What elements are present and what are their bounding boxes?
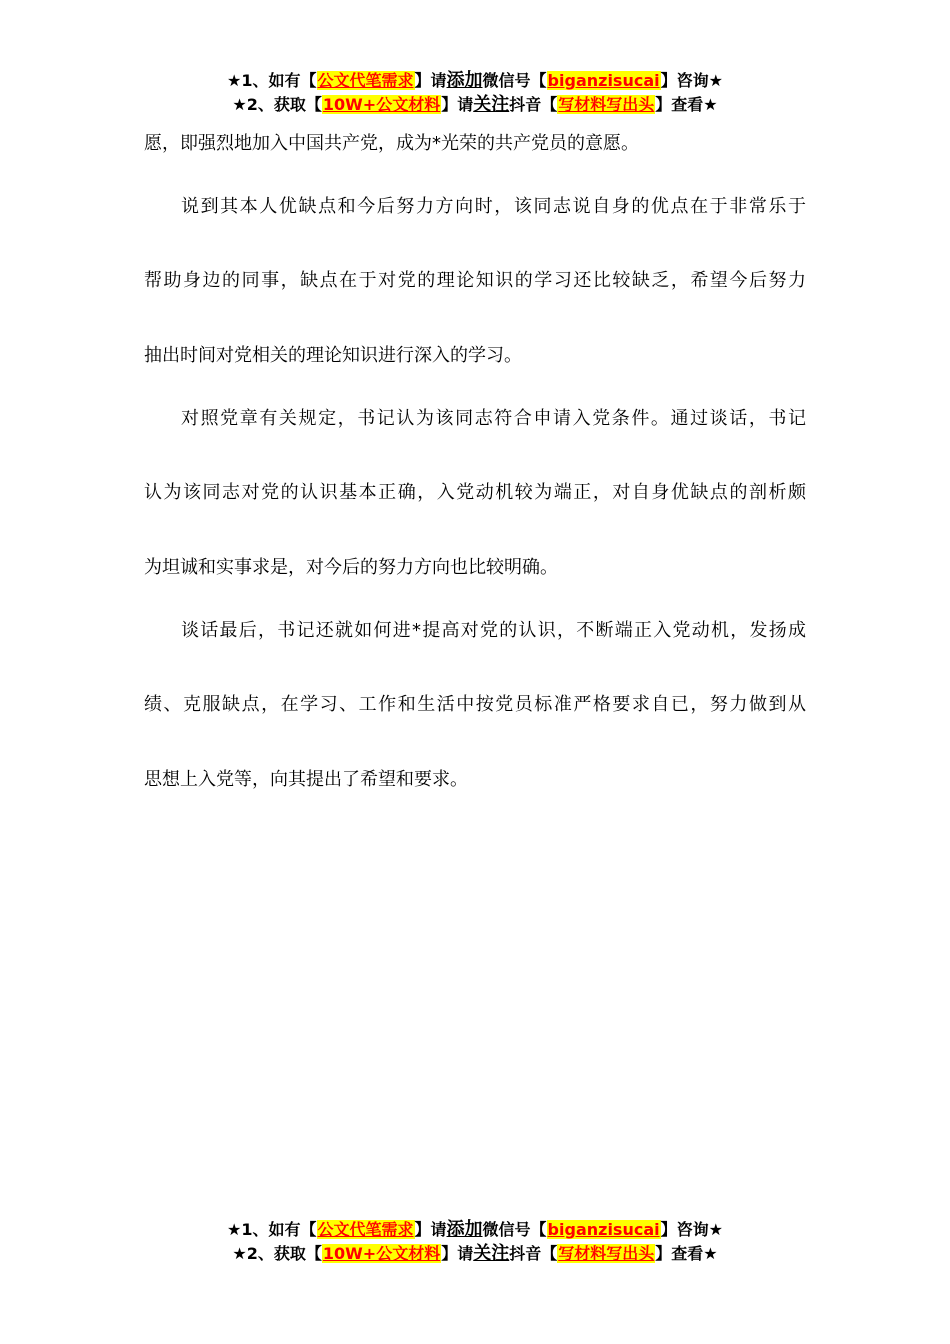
banner-text: ★2、获取【 xyxy=(232,95,322,114)
banner-text: 】咨询★ xyxy=(660,1220,723,1239)
paragraph-line: 说到其本人优缺点和今后努力方向时，该同志说自身的优点在于非常乐于 xyxy=(181,196,806,217)
emphasis-text: 关注 xyxy=(473,1243,510,1264)
paragraph-line: 为坦诚和实事求是，对今后的努力方向也比较明确。 xyxy=(144,557,558,578)
paragraph-line: 绩、克服缺点，在学习、工作和生活中按党员标准严格要求自已，努力做到从 xyxy=(144,694,806,715)
banner-line-1 xyxy=(0,69,950,93)
banner-text: ★2、获取【 xyxy=(232,1244,322,1263)
banner-line-2 xyxy=(0,1242,950,1266)
header-banner xyxy=(0,69,950,117)
banner-text: 】查看★ xyxy=(655,95,718,114)
highlight-wechat-id: biganzisucai xyxy=(547,71,660,90)
emphasis-text: 添加 xyxy=(446,70,483,91)
highlight-wechat-id: biganzisucai xyxy=(547,1220,660,1239)
paragraph-line: 思想上入党等，向其提出了希望和要求。 xyxy=(144,769,468,790)
paragraph-line: 认为该同志对党的认识基本正确，入党动机较为端正，对自身优缺点的剖析颇 xyxy=(144,482,806,503)
banner-text: 抖音【 xyxy=(509,1244,558,1263)
banner-text: 微信号【 xyxy=(482,1220,547,1239)
highlight-douyin-id: 写材料写出头 xyxy=(558,1244,655,1263)
paragraph-line: 谈话最后，书记还就如何进*提高对党的认识，不断端正入党动机，发扬成 xyxy=(181,620,806,641)
banner-line-2 xyxy=(0,93,950,117)
banner-text: 抖音【 xyxy=(509,95,558,114)
paragraph-line: 抽出时间对党相关的理论知识进行深入的学习。 xyxy=(144,345,522,366)
banner-text: 微信号【 xyxy=(482,71,547,90)
highlight-materials: 10W+公文材料 xyxy=(322,95,441,114)
highlight-service: 公文代笔需求 xyxy=(317,71,414,90)
highlight-materials: 10W+公文材料 xyxy=(322,1244,441,1263)
footer-banner xyxy=(0,1218,950,1266)
highlight-service: 公文代笔需求 xyxy=(317,1220,414,1239)
banner-text: 】咨询★ xyxy=(660,71,723,90)
banner-text: ★1、如有【 xyxy=(227,71,317,90)
banner-text: 】请 xyxy=(414,1220,447,1239)
highlight-douyin-id: 写材料写出头 xyxy=(558,95,655,114)
paragraph-line: 帮助身边的同事，缺点在于对党的理论知识的学习还比较缺乏，希望今后努力 xyxy=(144,270,806,291)
banner-text: 】请 xyxy=(441,1244,474,1263)
banner-line-1 xyxy=(0,1218,950,1242)
banner-text: ★1、如有【 xyxy=(227,1220,317,1239)
banner-text: 】查看★ xyxy=(655,1244,718,1263)
paragraph-line: 愿，即强烈地加入中国共产党，成为*光荣的共产党员的意愿。 xyxy=(144,133,639,154)
emphasis-text: 添加 xyxy=(446,1219,483,1240)
banner-text: 】请 xyxy=(414,71,447,90)
emphasis-text: 关注 xyxy=(473,94,510,115)
paragraph-line: 对照党章有关规定，书记认为该同志符合申请入党条件。通过谈话，书记 xyxy=(181,408,806,429)
banner-text: 】请 xyxy=(441,95,474,114)
